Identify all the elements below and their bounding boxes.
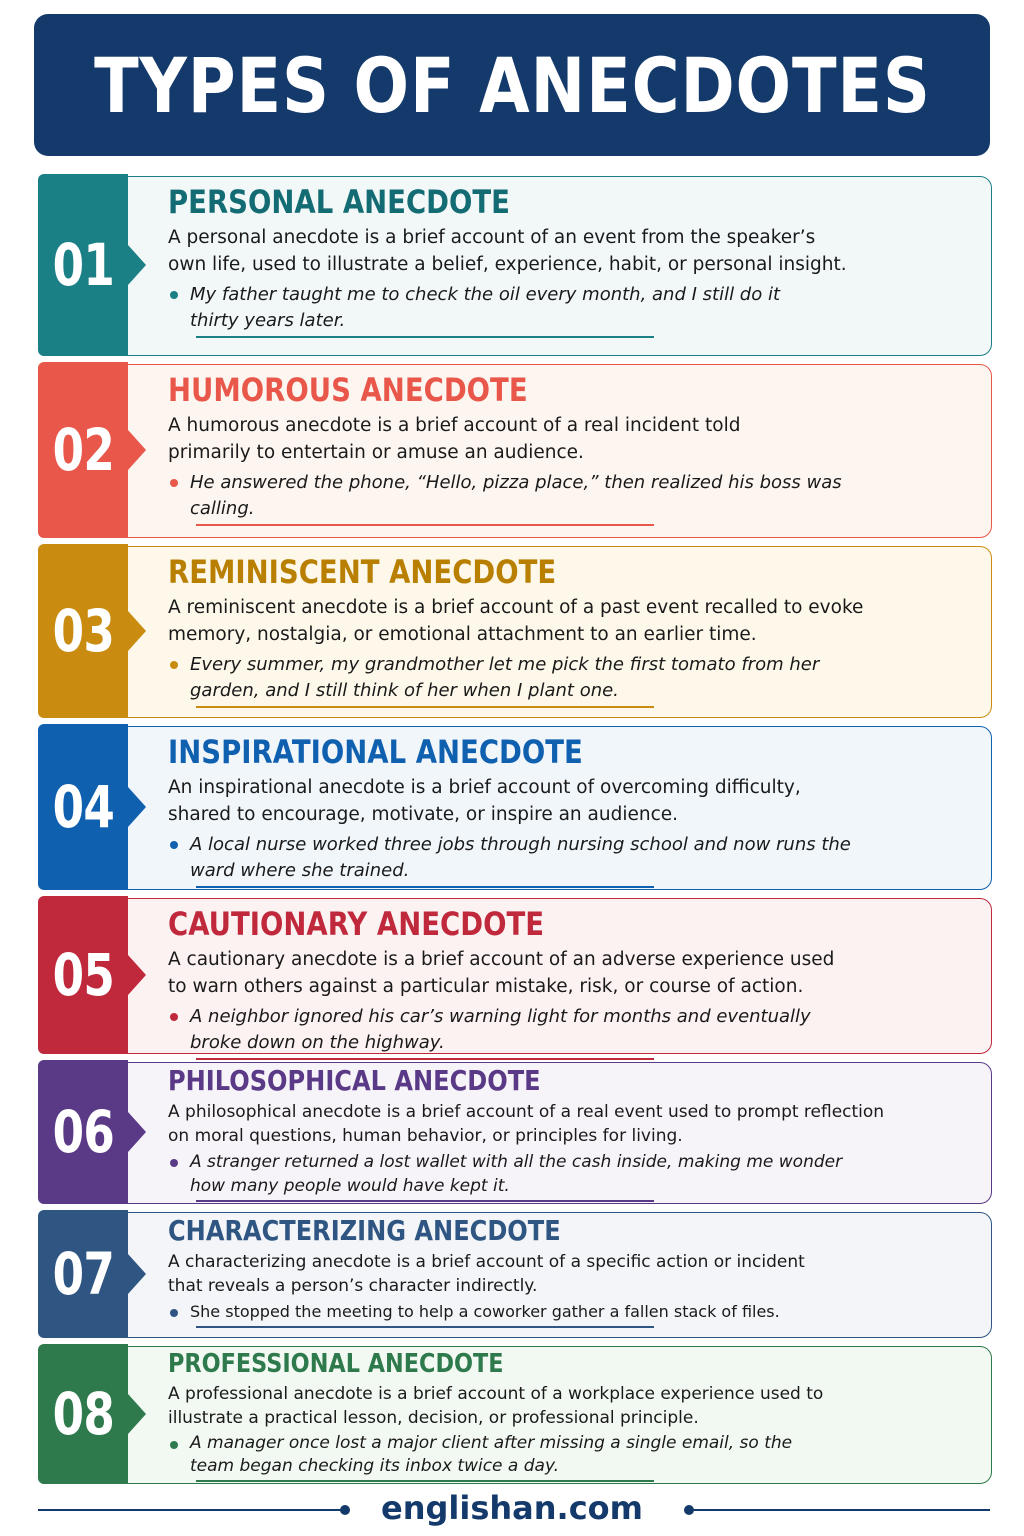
example-text: A neighbor ignored his car’s warning light for months and eventually broke down on the highway.	[190, 1006, 811, 1053]
card-example	[168, 832, 858, 888]
number-badge	[38, 724, 128, 890]
card-title: PERSONAL ANECDOTE	[168, 183, 510, 221]
card-description: A personal anecdote is a brief account of an event from the speaker’s own life, used to illustrate a belief, experience, habit, or personal insight.	[168, 227, 847, 275]
bullet-icon	[170, 661, 178, 669]
number-badge	[38, 896, 128, 1054]
example-text: He answered the phone, “Hello, pizza place,” then realized his boss was calling.	[190, 472, 842, 519]
bullet-icon	[170, 479, 178, 487]
badge-number: 04	[52, 773, 114, 841]
badge-number: 02	[52, 416, 114, 484]
anecdote-card-personal	[38, 174, 992, 356]
footer-line-right	[690, 1509, 990, 1511]
card-title: PHILOSOPHICAL ANECDOTE	[168, 1064, 541, 1097]
header-banner	[34, 14, 990, 156]
number-badge	[38, 1344, 128, 1484]
card-description: A professional anecdote is a brief account of a workplace experience used to illustrate a practical lesson, decision, or professional principle.	[168, 1384, 824, 1428]
example-underline	[196, 1200, 654, 1202]
footer	[0, 1488, 1024, 1532]
card-content	[168, 732, 978, 888]
example-underline	[196, 706, 654, 708]
card-example	[168, 1150, 848, 1202]
example-underline	[196, 1326, 654, 1328]
card-title: PROFESSIONAL ANECDOTE	[168, 1349, 504, 1379]
card-content	[168, 370, 978, 526]
example-text: A local nurse worked three jobs through nursing school and now runs the ward where she trained.	[190, 834, 851, 881]
example-text: A stranger returned a lost wallet with all the cash inside, making me wonder how many people would have kept it.	[190, 1152, 843, 1196]
card-description: A cautionary anecdote is a brief account of an adverse experience used to warn others against a particular mistake, risk, or course of action.	[168, 949, 835, 997]
card-description: A characterizing anecdote is a brief account of a specific action or incident that reveals a person’s character indirectly.	[168, 1252, 805, 1296]
anecdote-card-characterizing	[38, 1210, 992, 1338]
card-content	[168, 182, 978, 338]
badge-number: 03	[52, 597, 114, 665]
bullet-icon	[170, 841, 178, 849]
card-example	[168, 1432, 828, 1482]
example-text: She stopped the meeting to help a coworker gather a fallen stack of files.	[190, 1302, 780, 1321]
card-content	[168, 552, 978, 708]
number-badge	[38, 174, 128, 356]
card-title: INSPIRATIONAL ANECDOTE	[168, 733, 583, 771]
anecdote-card-philosophical	[38, 1060, 992, 1204]
example-underline	[196, 886, 654, 888]
example-underline	[196, 336, 654, 338]
card-content	[168, 904, 978, 1060]
card-title: HUMOROUS ANECDOTE	[168, 371, 528, 409]
anecdote-card-reminiscent	[38, 544, 992, 718]
card-description: An inspirational anecdote is a brief account of overcoming difficulty, shared to encourage, motivate, or inspire an audience.	[168, 777, 801, 825]
number-badge	[38, 1210, 128, 1338]
badge-number: 07	[52, 1240, 114, 1308]
card-description: A reminiscent anecdote is a brief account of a past event recalled to evoke memory, nostalgia, or emotional attachment to an earlier time.	[168, 597, 864, 645]
number-badge	[38, 1060, 128, 1204]
card-example	[168, 652, 848, 708]
card-description: A philosophical anecdote is a brief account of a real event used to prompt reflection on moral questions, human behavior, or principles for living.	[168, 1102, 885, 1146]
anecdote-card-humorous	[38, 362, 992, 538]
bullet-icon	[170, 1441, 178, 1449]
card-example	[168, 470, 858, 526]
badge-number: 05	[52, 941, 114, 1009]
example-text: A manager once lost a major client after missing a single email, so the team began checking its inbox twice a day.	[190, 1433, 793, 1476]
bullet-icon	[170, 1309, 178, 1317]
badge-number: 01	[52, 231, 114, 299]
card-content	[168, 1064, 978, 1202]
anecdote-card-cautionary	[38, 896, 992, 1054]
card-example	[168, 1300, 868, 1328]
anecdote-card-inspirational	[38, 724, 992, 890]
card-example	[168, 1004, 858, 1060]
number-badge	[38, 544, 128, 718]
footer-site-link[interactable]: englishan.com	[381, 1489, 643, 1527]
card-example	[168, 282, 828, 338]
example-underline	[196, 524, 654, 526]
example-text: My father taught me to check the oil every month, and I still do it thirty years later.	[190, 284, 781, 331]
card-title: CAUTIONARY ANECDOTE	[168, 905, 545, 943]
card-title: REMINISCENT ANECDOTE	[168, 553, 557, 591]
badge-number: 06	[52, 1098, 114, 1166]
page-title: TYPES OF ANECDOTES	[93, 40, 931, 130]
bullet-icon	[170, 291, 178, 299]
example-text: Every summer, my grandmother let me pick the first tomato from her garden, and I still think of her when I plant one.	[190, 654, 820, 701]
bullet-icon	[170, 1013, 178, 1021]
bullet-icon	[170, 1159, 178, 1167]
card-content	[168, 1214, 978, 1328]
card-title: CHARACTERIZING ANECDOTE	[168, 1214, 561, 1247]
badge-number: 08	[52, 1380, 114, 1448]
card-content	[168, 1348, 978, 1482]
anecdote-card-professional	[38, 1344, 992, 1484]
example-underline	[196, 1480, 654, 1482]
number-badge	[38, 362, 128, 538]
card-description: A humorous anecdote is a brief account of a real incident told primarily to entertain or amuse an audience.	[168, 415, 741, 463]
